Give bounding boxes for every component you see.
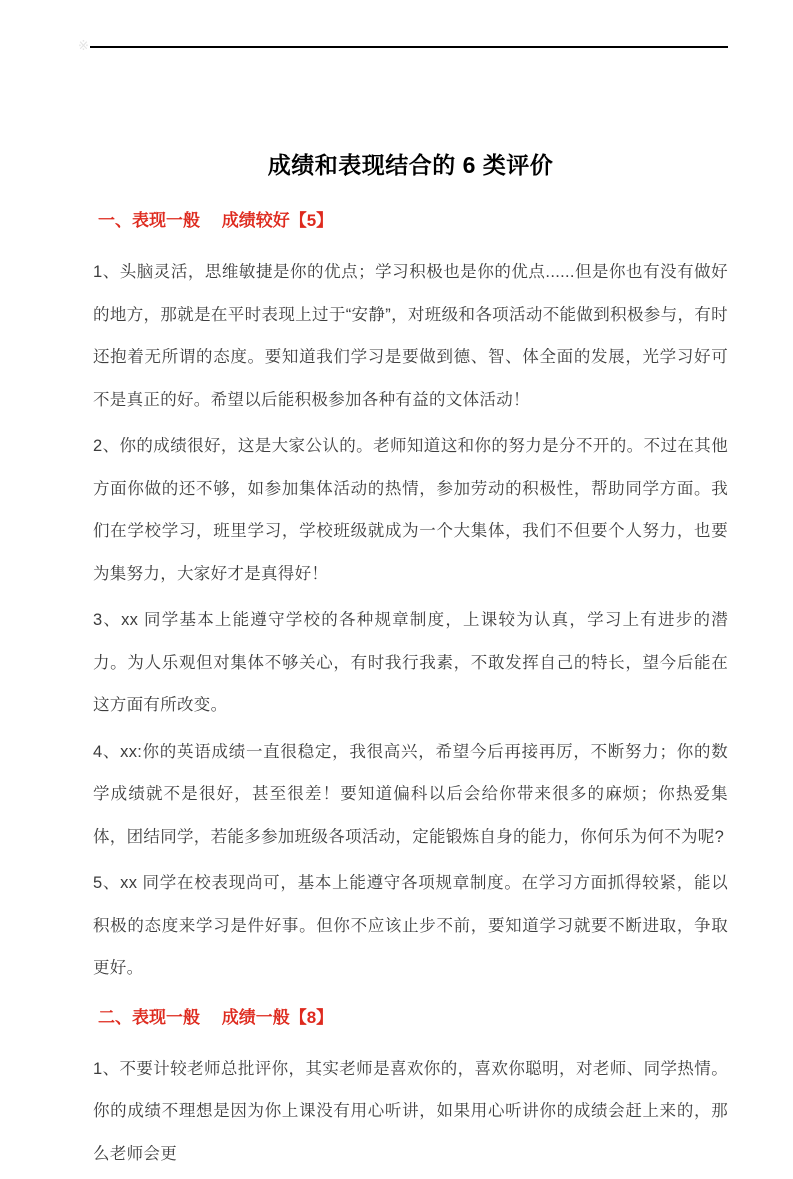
header-faint-mark: ※ [78, 38, 89, 53]
paragraph: 4、xx:你的英语成绩一直很稳定，我很高兴，希望今后再接再厉，不断努力；你的数学成绩就不是很好，甚至很差！要知道偏科以后会给你带来很多的麻烦；你热爱集体，团结同学，若能多参加班级各项活动，定能锻炼自身的能力，你何乐为何不为呢? [93, 742, 728, 846]
document-content [93, 0, 728, 1179]
document-title: 成绩和表现结合的 6 类评价 [267, 152, 554, 178]
paragraph: 1、不要计较老师总批评你，其实老师是喜欢你的，喜欢你聪明，对老师、同学热情。你的成绩不理想是因为你上课没有用心听讲，如果用心听讲你的成绩会赶上来的，那么老师会更 [93, 1059, 728, 1163]
section-2-heading: 二、表现一般 成绩一般【8】 [98, 1007, 334, 1027]
paragraph: 3、xx 同学基本上能遵守学校的各种规章制度，上课较为认真，学习上有进步的潜力。为人乐观但对集体不够关心，有时我行我素，不敢发挥自己的特长，望今后能在这方面有所改变。 [93, 611, 728, 714]
paragraph: 1、头脑灵活，思维敏捷是你的优点；学习积极也是你的优点......但是你也有没有做好的地方，那就是在平时表现上过于“安静”，对班级和各项活动不能做到积极参与，有时还抱着无所谓的态度。要知道我们学习是要做到德、智、体全面的发展，光学习好可不是真正的好。希望以后能积极参加各种有益的文体活动！ [93, 263, 728, 409]
paragraph: 2、你的成绩很好，这是大家公认的。老师知道这和你的努力是分不开的。不过在其他方面你做的还不够，如参加集体活动的热情，参加劳动的积极性，帮助同学方面。我们在学校学习，班里学习，学校班级就成为一个大集体，我们不但要个人努力，也要为集努力，大家好才是真得好！ [93, 437, 728, 583]
section-1-heading: 一、表现一般 成绩较好【5】 [98, 211, 334, 230]
paragraph: 5、xx 同学在校表现尚可，基本上能遵守各项规章制度。在学习方面抓得较紧，能以积极的态度来学习是件好事。但你不应该止步不前，要知道学习就要不断进取，争取更好。 [93, 874, 728, 977]
